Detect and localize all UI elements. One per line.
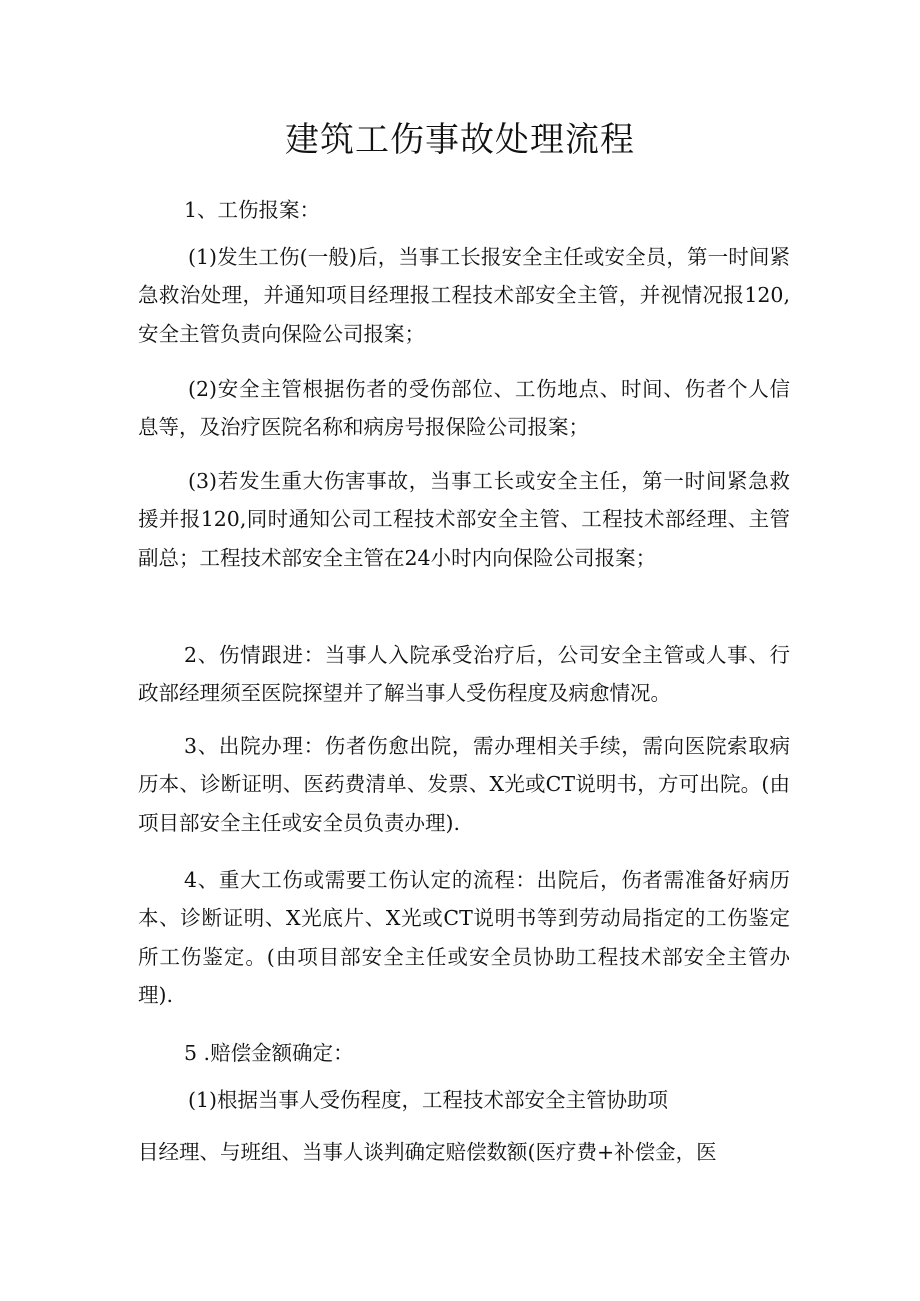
document-title: 建筑工伤事故处理流程	[285, 120, 635, 160]
section-1-heading: 1、工伤报案：	[184, 198, 321, 222]
paragraph-5-1-line-2: 目经理、与班组、当事人谈判确定赔偿数额(医疗费+补偿金，医	[138, 1140, 717, 1164]
section-5-heading: 5 .赔偿金额确定：	[184, 1041, 354, 1065]
paragraph-4: 4、重大工伤或需要工伤认定的流程：出院后，伤者需准备好病历本、诊断证明、X光底片、X光或CT说明书等到劳动局指定的工伤鉴定所工伤鉴定。(由项目部安全主任或安全员协助工程技术部安全主管办理).	[138, 868, 790, 1008]
paragraph-1-1: (1)发生工伤(一般)后，当事工长报安全主任或安全员，第一时间紧急救治处理，并通知项目经理报工程技术部安全主管，并视情况报120,安全主管负责向保险公司报案；	[138, 245, 790, 346]
paragraph-2: 2、伤情跟进：当事人入院承受治疗后，公司安全主管或人事、行政部经理须至医院探望并了解当事人受伤程度及病愈情况。	[138, 643, 790, 706]
paragraph-1-2: (2)安全主管根据伤者的受伤部位、工伤地点、时间、伤者个人信息等，及治疗医院名称和病房号报保险公司报案；	[138, 377, 790, 440]
paragraph-5-1-line-1: (1)根据当事人受伤程度，工程技术部安全主管协助项	[188, 1088, 669, 1112]
paragraph-1-3: (3)若发生重大伤害事故，当事工长或安全主任，第一时间紧急救援并报120,同时通知公司工程技术部安全主管、工程技术部经理、主管副总；工程技术部安全主管在24小时内向保险公司报案；	[138, 469, 790, 570]
paragraph-3: 3、出院办理：伤者伤愈出院，需办理相关手续，需向医院索取病历本、诊断证明、医药费清单、发票、X光或CT说明书，方可出院。(由项目部安全主任或安全员负责办理).	[138, 734, 790, 835]
